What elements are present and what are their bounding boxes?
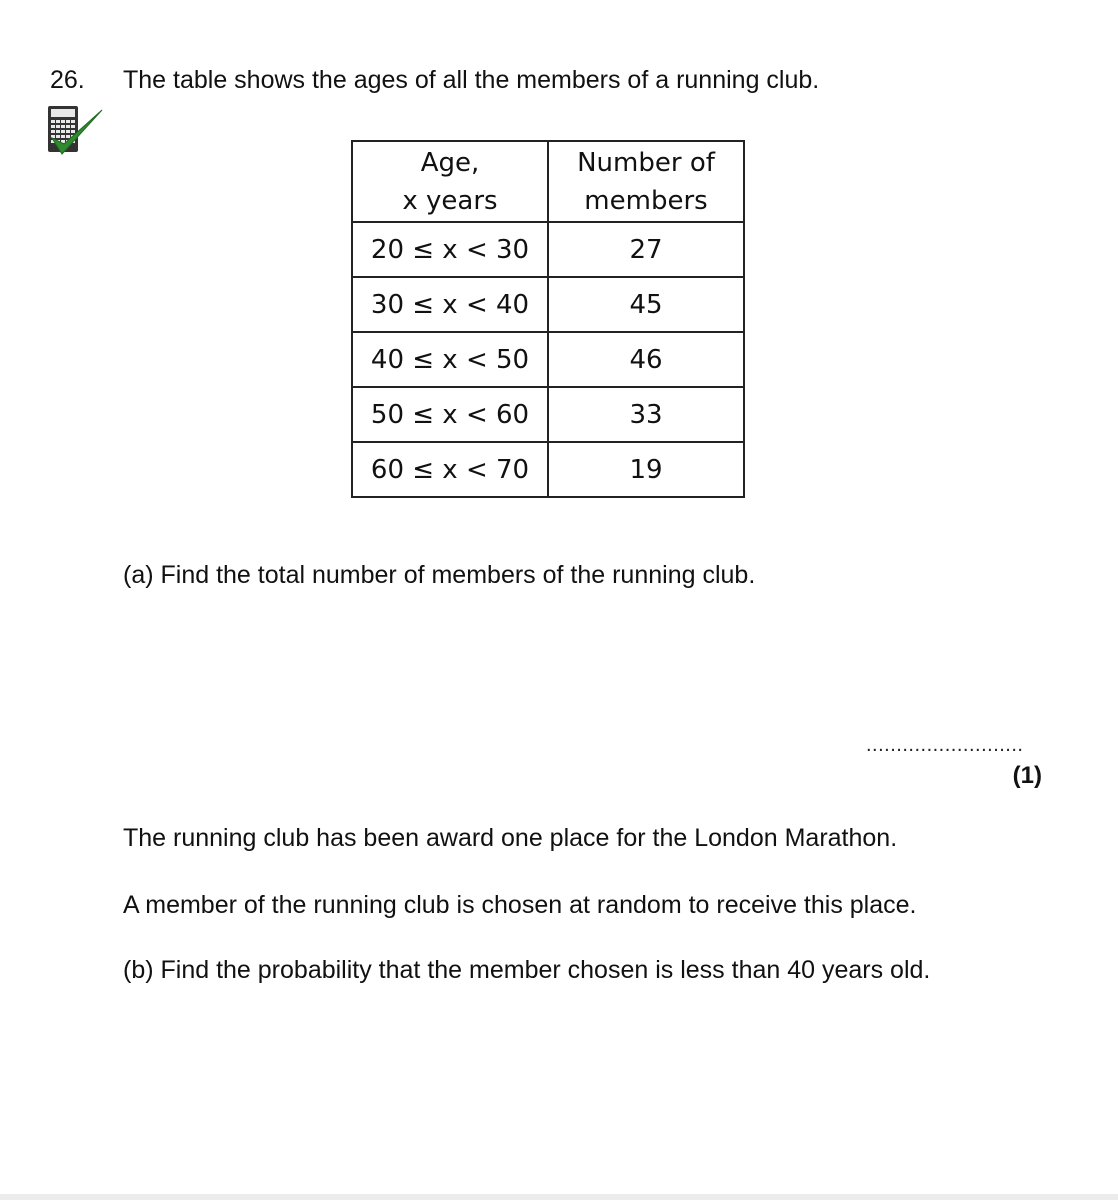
table-row [352,277,744,332]
part-b-question: (b) Find the probability that the member chosen is less than 40 years old. [123,956,931,984]
part-a-answer-line[interactable]: .......................... [866,734,1024,756]
part-a-question: (a) Find the total number of members of the running club. [123,561,756,589]
table-row [352,332,744,387]
members-count-cell: 27 [548,222,744,277]
table-header-row [352,141,744,222]
table-row [352,387,744,442]
page-bottom-edge [0,1194,1118,1200]
age-column-header: Age, x years [352,141,548,222]
members-count-cell: 33 [548,387,744,442]
members-count-cell: 19 [548,442,744,497]
question-number: 26. [50,66,85,94]
award-paragraph: The running club has been award one place for the London Marathon. [123,824,898,852]
table-row [352,442,744,497]
age-range-cell: 40 ≤ x < 50 [352,332,548,387]
question-intro: The table shows the ages of all the members of a running club. [123,66,820,94]
age-range-cell: 60 ≤ x < 70 [352,442,548,497]
age-range-cell: 30 ≤ x < 40 [352,277,548,332]
random-selection-paragraph: A member of the running club is chosen at random to receive this place. [123,891,917,919]
part-a-marks: (1) [1012,762,1042,789]
calculator-allowed-icon [46,104,106,160]
members-column-header: Number of members [548,141,744,222]
age-range-cell: 50 ≤ x < 60 [352,387,548,442]
members-count-cell: 45 [548,277,744,332]
table-row [352,222,744,277]
age-frequency-table [351,140,745,498]
age-range-cell: 20 ≤ x < 30 [352,222,548,277]
members-count-cell: 46 [548,332,744,387]
